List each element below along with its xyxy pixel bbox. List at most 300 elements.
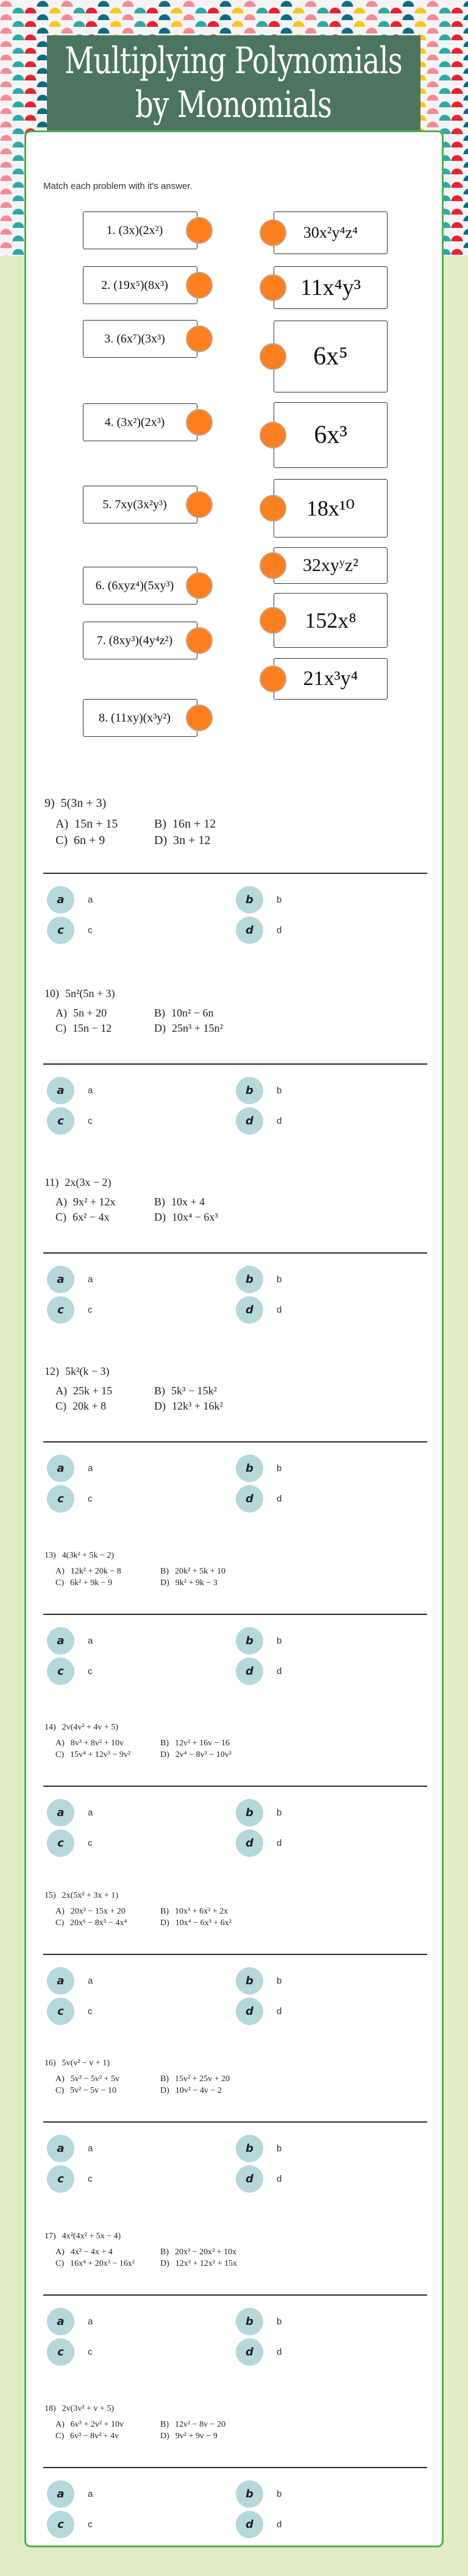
choice-bubble-c[interactable]: c — [47, 1485, 74, 1513]
choice-bubble-a[interactable]: a — [47, 1077, 74, 1104]
option-letter: A) — [55, 1906, 65, 1916]
choice-label-c: c — [88, 2347, 93, 2357]
choice-bubble-b[interactable]: b — [236, 2308, 263, 2335]
answer-choice-a[interactable] — [47, 1077, 93, 1104]
choice-label-c: c — [88, 1305, 93, 1315]
choice-label-d: d — [277, 925, 282, 935]
match-connector-left-6[interactable] — [186, 572, 213, 599]
option-letter: D) — [160, 2431, 169, 2441]
choice-bubble-c[interactable]: c — [47, 1296, 74, 1324]
match-connector-right-1[interactable] — [260, 219, 286, 246]
answer-choice-a[interactable] — [47, 1455, 93, 1482]
choice-bubble-b[interactable]: b — [236, 1077, 263, 1104]
option-value: 10x⁴ − 6x³ — [172, 1210, 218, 1223]
answer-choice-c[interactable] — [47, 1658, 93, 1685]
match-problem-label: 6. (6xyz⁴)(5xy³) — [95, 578, 174, 592]
choice-label-a: a — [88, 1085, 93, 1096]
option-letter: D) — [160, 1750, 169, 1759]
match-connector-right-2[interactable] — [260, 274, 286, 301]
option-letter: A) — [55, 817, 69, 831]
option-letter: D) — [154, 834, 168, 847]
match-connector-left-7[interactable] — [186, 627, 213, 654]
option-letter: B) — [160, 2074, 169, 2084]
match-answer-3[interactable] — [274, 321, 388, 392]
match-answer-label: 30x²y⁴z⁴ — [303, 224, 358, 241]
question-prompt — [44, 1176, 111, 1189]
question-option-a — [55, 1739, 124, 1748]
question-option-b — [154, 1196, 205, 1208]
choice-label-d: d — [277, 2174, 282, 2184]
answer-choice-c[interactable] — [47, 1296, 93, 1324]
answer-choice-b[interactable] — [236, 2480, 282, 2508]
option-value: 10n² − 6n — [171, 1006, 214, 1019]
question-option-d — [154, 1211, 218, 1224]
answer-choice-c[interactable] — [47, 1107, 93, 1135]
choice-bubble-d[interactable]: d — [236, 1658, 263, 1685]
answer-choice-b[interactable] — [236, 2308, 282, 2335]
choice-bubble-d[interactable]: d — [236, 1829, 263, 1857]
option-value: 25k + 15 — [73, 1384, 113, 1397]
question-prompt — [44, 2404, 114, 2414]
option-letter: B) — [160, 1566, 169, 1576]
match-answer-label: 18x¹⁰ — [306, 496, 355, 520]
question-option-d — [154, 1022, 223, 1035]
question-option-b — [160, 1567, 225, 1577]
option-value: 5v² − 5v − 10 — [70, 2085, 116, 2095]
question-expression: 2v(3v² + v + 5) — [62, 2404, 114, 2413]
choice-label-d: d — [277, 1305, 282, 1315]
choice-label-b: b — [277, 1636, 282, 1646]
option-value: 5k³ − 15k² — [171, 1384, 217, 1397]
choice-label-c: c — [88, 1494, 93, 1504]
answer-choice-a[interactable] — [47, 2135, 93, 2162]
choice-bubble-d[interactable]: d — [236, 2338, 263, 2366]
option-letter: D) — [154, 1399, 166, 1412]
question-option-b — [154, 817, 216, 831]
question-expression: 2v(4v² + 4v + 5) — [62, 1723, 118, 1732]
question-expression: 5n²(5n + 3) — [65, 987, 115, 999]
choice-label-d: d — [277, 2006, 282, 2017]
choice-label-a: a — [88, 2489, 93, 2499]
option-letter: A) — [55, 1384, 67, 1397]
option-letter: C) — [55, 834, 68, 847]
question-option-c — [55, 1578, 112, 1588]
choice-label-c: c — [88, 1838, 93, 1848]
choice-label-c: c — [88, 1116, 93, 1126]
match-problem-3[interactable] — [83, 320, 197, 358]
answer-choice-d[interactable] — [236, 2511, 282, 2538]
choice-bubble-b[interactable]: b — [236, 2135, 263, 2162]
question-option-a — [55, 817, 118, 831]
question-divider — [43, 1614, 427, 1615]
answer-choice-b[interactable] — [236, 1627, 282, 1655]
choice-label-a: a — [88, 1274, 93, 1285]
option-value: 6k² + 9k − 9 — [70, 1578, 112, 1588]
option-value: 6v³ + 2v² + 10v — [70, 2419, 124, 2429]
answer-choice-d[interactable] — [236, 1107, 282, 1135]
option-letter: D) — [154, 1021, 166, 1034]
choice-label-b: b — [277, 2143, 282, 2154]
answer-choice-b[interactable] — [236, 1266, 282, 1293]
answer-choice-d[interactable] — [236, 917, 282, 944]
choice-label-a: a — [88, 1636, 93, 1646]
choice-bubble-c[interactable]: c — [47, 2338, 74, 2366]
question-divider — [43, 2121, 427, 2123]
answer-choice-d[interactable] — [236, 2338, 282, 2366]
question-option-d — [160, 1578, 218, 1588]
option-value: 15n − 12 — [73, 1021, 112, 1034]
choice-bubble-c[interactable]: c — [47, 2511, 74, 2538]
answer-choice-d[interactable] — [236, 1658, 282, 1685]
choice-label-c: c — [88, 2519, 93, 2530]
option-value: 12k² + 20k − 8 — [70, 1566, 121, 1576]
option-letter: D) — [160, 1578, 169, 1588]
answer-choice-a[interactable] — [47, 2480, 93, 2508]
option-letter: A) — [55, 2074, 65, 2084]
question-expression: 4x²(4x² + 5x − 4) — [62, 2232, 121, 2241]
match-connector-left-8[interactable] — [186, 704, 213, 731]
match-problem-4[interactable] — [83, 403, 197, 441]
option-letter: A) — [55, 1006, 67, 1019]
option-value: 6v³ − 8v² + 4v — [70, 2431, 119, 2441]
answer-choice-b[interactable] — [236, 886, 282, 914]
match-problem-label: 4. (3x²)(2x³) — [104, 415, 165, 429]
worksheet-card — [24, 130, 444, 2547]
question-option-b — [154, 1385, 217, 1397]
choice-label-c: c — [88, 1666, 93, 1677]
option-letter: B) — [160, 2419, 169, 2429]
choice-label-b: b — [277, 1976, 282, 1986]
match-problem-7[interactable] — [83, 622, 197, 659]
option-value: 16x⁴ + 20x³ − 16x² — [70, 2258, 135, 2268]
answer-choice-a[interactable] — [47, 1799, 93, 1826]
question-option-b — [154, 1007, 214, 1020]
option-value: 25n³ + 15n² — [172, 1021, 223, 1034]
choice-label-d: d — [277, 2519, 282, 2530]
answer-choice-b[interactable] — [236, 1967, 282, 1995]
choice-bubble-b[interactable]: b — [236, 1627, 263, 1655]
answer-choice-c[interactable] — [47, 2165, 93, 2193]
choice-label-c: c — [88, 2174, 93, 2184]
choice-bubble-a[interactable]: a — [47, 2480, 74, 2508]
question-number: 16) — [44, 2059, 56, 2068]
option-value: 20k² + 5k + 10 — [175, 1566, 225, 1576]
match-problem-1[interactable] — [83, 211, 197, 249]
option-letter: C) — [55, 1021, 66, 1034]
match-answer-label: 6x³ — [314, 421, 347, 449]
question-number: 14) — [44, 1723, 56, 1732]
choice-bubble-c[interactable]: c — [47, 1107, 74, 1135]
matching-instructions: Match each problem with it's answer. — [43, 181, 193, 191]
choice-bubble-b[interactable]: b — [236, 2480, 263, 2508]
question-divider — [43, 2294, 427, 2296]
choice-bubble-b[interactable]: b — [236, 1266, 263, 1293]
choice-label-b: b — [277, 1463, 282, 1474]
question-option-c — [55, 1400, 106, 1413]
choice-label-b: b — [277, 1085, 282, 1096]
choice-label-a: a — [88, 2316, 93, 2327]
choice-label-d: d — [277, 1494, 282, 1504]
match-answer-2[interactable] — [274, 266, 388, 309]
match-answer-6[interactable] — [274, 547, 388, 584]
question-option-d — [160, 1750, 232, 1760]
match-answer-1[interactable] — [274, 211, 388, 254]
option-letter: B) — [154, 1006, 165, 1019]
match-connector-left-4[interactable] — [186, 409, 213, 436]
match-connector-right-3[interactable] — [260, 343, 286, 370]
choice-label-a: a — [88, 1808, 93, 1818]
match-problem-5[interactable] — [83, 486, 197, 523]
option-letter: C) — [55, 1399, 66, 1412]
choice-bubble-d[interactable]: d — [236, 1296, 263, 1324]
choice-label-c: c — [88, 2006, 93, 2017]
choice-bubble-a[interactable]: a — [47, 1967, 74, 1995]
question-option-b — [160, 2248, 236, 2257]
choice-bubble-b[interactable]: b — [236, 1967, 263, 1995]
match-answer-label: 32xyʸz² — [302, 555, 359, 575]
question-option-d — [160, 1918, 232, 1928]
answer-choice-c[interactable] — [47, 1829, 93, 1857]
answer-choice-a[interactable] — [47, 1627, 93, 1655]
answer-choice-a[interactable] — [47, 1266, 93, 1293]
choice-bubble-d[interactable]: d — [236, 1998, 263, 2025]
match-connector-left-3[interactable] — [186, 325, 213, 352]
question-option-d — [160, 2432, 218, 2441]
option-value: 20x³ − 20x² + 10x — [175, 2247, 237, 2257]
match-connector-right-7[interactable] — [260, 607, 286, 634]
question-number: 18) — [44, 2404, 56, 2413]
choice-label-a: a — [88, 1463, 93, 1474]
choice-bubble-c[interactable]: c — [47, 917, 74, 944]
answer-choice-c[interactable] — [47, 2511, 93, 2538]
choice-bubble-d[interactable]: d — [236, 2165, 263, 2193]
option-letter: C) — [55, 1578, 64, 1588]
match-problem-6[interactable] — [83, 567, 197, 605]
answer-choice-a[interactable] — [47, 886, 93, 914]
choice-label-a: a — [88, 895, 93, 905]
choice-bubble-c[interactable]: c — [47, 1829, 74, 1857]
question-divider — [43, 1786, 427, 1787]
choice-bubble-a[interactable]: a — [47, 1627, 74, 1655]
choice-label-b: b — [277, 1274, 282, 1285]
match-connector-right-6[interactable] — [260, 552, 286, 579]
answer-choice-d[interactable] — [236, 1485, 282, 1513]
question-number: 17) — [44, 2232, 56, 2241]
choice-label-b: b — [277, 2316, 282, 2327]
answer-choice-d[interactable] — [236, 1998, 282, 2025]
choice-label-d: d — [277, 1116, 282, 1126]
question-expression: 2x(5x² + 3x + 1) — [62, 1891, 118, 1900]
option-value: 20x² − 15x + 20 — [70, 1906, 126, 1916]
match-problem-2[interactable] — [83, 266, 197, 304]
page-title: Multiplying Polynomials by Monomials — [65, 40, 402, 126]
choice-bubble-b[interactable]: b — [236, 1455, 263, 1482]
option-value: 4x² − 4x + 4 — [70, 2247, 113, 2257]
question-option-c — [55, 2259, 135, 2269]
choice-label-d: d — [277, 2347, 282, 2357]
question-option-d — [160, 2259, 237, 2269]
match-problem-label: 2. (19x⁵)(8x³) — [101, 278, 168, 292]
question-number: 9) — [44, 797, 55, 810]
choice-label-d: d — [277, 1838, 282, 1848]
match-problem-label: 3. (6x⁷)(3x³) — [104, 332, 165, 346]
match-answer-label: 152x⁸ — [305, 608, 356, 633]
option-value: 15n + 15 — [74, 817, 118, 831]
choice-bubble-a[interactable]: a — [47, 2308, 74, 2335]
question-option-a — [55, 2074, 119, 2084]
question-option-a — [55, 2420, 124, 2430]
option-value: 12v² − 8v − 20 — [175, 2419, 225, 2429]
option-value: 3n + 12 — [173, 834, 211, 847]
match-connector-right-4[interactable] — [260, 422, 286, 449]
option-letter: A) — [55, 2419, 65, 2429]
question-prompt — [44, 797, 106, 811]
question-prompt — [44, 987, 115, 1000]
option-letter: B) — [154, 1195, 165, 1208]
choice-bubble-b[interactable]: b — [236, 886, 263, 914]
choice-bubble-a[interactable]: a — [47, 1266, 74, 1293]
choice-bubble-a[interactable]: a — [47, 2135, 74, 2162]
option-letter: B) — [154, 1384, 165, 1397]
choice-bubble-a[interactable]: a — [47, 1799, 74, 1826]
question-expression: 4(3k² + 5k − 2) — [62, 1551, 114, 1560]
match-connector-right-8[interactable] — [260, 665, 286, 692]
question-option-a — [55, 1196, 116, 1208]
option-value: 9x² + 12x — [73, 1195, 116, 1208]
question-expression: 5v(v² − v + 1) — [62, 2059, 110, 2068]
choice-bubble-c[interactable]: c — [47, 2165, 74, 2193]
option-letter: B) — [160, 2247, 169, 2257]
option-letter: B) — [154, 817, 166, 831]
choice-bubble-d[interactable]: d — [236, 1485, 263, 1513]
option-value: 5v³ − 5v² + 5v — [70, 2074, 119, 2084]
option-value: 9k² + 9k − 3 — [175, 1578, 218, 1588]
answer-choice-a[interactable] — [47, 1967, 93, 1995]
question-divider — [43, 1252, 427, 1254]
match-answer-8[interactable] — [274, 658, 388, 700]
match-connector-left-5[interactable] — [186, 491, 213, 518]
option-value: 15v² + 25v + 20 — [175, 2074, 230, 2084]
option-value: 12k³ + 16k² — [172, 1399, 223, 1412]
choice-bubble-c[interactable]: c — [47, 1998, 74, 2025]
choice-bubble-a[interactable]: a — [47, 1455, 74, 1482]
match-answer-5[interactable] — [274, 479, 388, 538]
choice-label-a: a — [88, 2143, 93, 2154]
option-letter: C) — [55, 2258, 64, 2268]
match-problem-label: 1. (3x)(2x²) — [106, 223, 163, 237]
question-option-c — [55, 1918, 127, 1928]
answer-choice-c[interactable] — [47, 1485, 93, 1513]
choice-bubble-a[interactable]: a — [47, 886, 74, 914]
option-value: 20x⁶ − 8x⁵ − 4x⁴ — [70, 1918, 127, 1928]
choice-bubble-d[interactable]: d — [236, 2511, 263, 2538]
question-number: 12) — [44, 1365, 59, 1377]
match-answer-7[interactable] — [274, 593, 388, 648]
match-answer-label: 6x⁵ — [313, 342, 348, 371]
header-panel — [47, 35, 420, 139]
option-value: 6n + 9 — [74, 834, 105, 847]
answer-choice-c[interactable] — [47, 917, 93, 944]
choice-label-d: d — [277, 1666, 282, 1677]
answer-choice-a[interactable] — [47, 2308, 93, 2335]
question-option-c — [55, 834, 105, 848]
match-problem-8[interactable] — [83, 699, 197, 737]
option-value: 9v² + 9v − 9 — [175, 2431, 218, 2441]
match-problem-label: 7. (8xy³)(4y⁴z²) — [96, 633, 173, 647]
question-prompt — [44, 1723, 118, 1733]
match-answer-label: 11x⁴y³ — [300, 275, 361, 300]
match-answer-label: 21x³y⁴ — [303, 667, 358, 690]
question-prompt — [44, 1365, 110, 1378]
question-prompt — [44, 1891, 118, 1901]
answer-choice-b[interactable] — [236, 1799, 282, 1826]
answer-choice-d[interactable] — [236, 1296, 282, 1324]
option-letter: D) — [160, 2085, 169, 2095]
option-value: 16n + 12 — [172, 817, 216, 831]
question-expression: 2x(3x − 2) — [65, 1176, 112, 1188]
question-prompt — [44, 2059, 110, 2068]
option-letter: A) — [55, 1195, 67, 1208]
question-divider — [43, 1441, 427, 1442]
option-value: 12v² + 16v − 16 — [175, 1738, 230, 1748]
answer-choice-b[interactable] — [236, 1077, 282, 1104]
question-option-a — [55, 1385, 112, 1397]
option-letter: C) — [55, 2085, 64, 2095]
question-option-b — [160, 2074, 230, 2084]
question-option-a — [55, 1907, 126, 1917]
answer-choice-d[interactable] — [236, 1829, 282, 1857]
match-problem-label: 5. 7xy(3x²y³) — [102, 497, 167, 511]
option-letter: A) — [55, 2247, 65, 2257]
match-connector-left-1[interactable] — [186, 217, 213, 244]
option-value: 8v³ + 8v² + 10v — [70, 1738, 124, 1748]
question-option-a — [55, 1007, 107, 1020]
option-value: 12x³ + 12x² + 15x — [175, 2258, 237, 2268]
question-number: 15) — [44, 1891, 56, 1900]
option-letter: D) — [160, 2258, 169, 2268]
choice-bubble-b[interactable]: b — [236, 1799, 263, 1826]
choice-bubble-c[interactable]: c — [47, 1658, 74, 1685]
option-letter: C) — [55, 1210, 66, 1223]
answer-choice-b[interactable] — [236, 2135, 282, 2162]
option-letter: C) — [55, 1918, 64, 1928]
option-value: 10x⁴ − 6x³ + 6x² — [175, 1918, 232, 1928]
choice-bubble-d[interactable]: d — [236, 1107, 263, 1135]
option-value: 15v⁴ + 12v³ − 9v² — [70, 1750, 131, 1759]
match-connector-right-5[interactable] — [260, 495, 286, 522]
question-option-b — [160, 1907, 228, 1917]
question-option-c — [55, 2086, 116, 2096]
match-connector-left-2[interactable] — [186, 272, 213, 299]
question-divider — [43, 873, 427, 874]
option-letter: D) — [154, 1210, 166, 1223]
choice-bubble-d[interactable]: d — [236, 917, 263, 944]
answer-choice-b[interactable] — [236, 1455, 282, 1482]
option-letter: B) — [160, 1906, 169, 1916]
question-expression: 5k²(k − 3) — [65, 1365, 110, 1377]
option-letter: C) — [55, 2431, 64, 2441]
answer-choice-c[interactable] — [47, 1998, 93, 2025]
question-divider — [43, 1063, 427, 1065]
answer-choice-c[interactable] — [47, 2338, 93, 2366]
question-prompt — [44, 2232, 121, 2241]
question-option-b — [160, 1739, 230, 1748]
answer-choice-d[interactable] — [236, 2165, 282, 2193]
choice-label-c: c — [88, 925, 93, 935]
option-value: 5n + 20 — [73, 1006, 107, 1019]
match-answer-4[interactable] — [274, 402, 388, 468]
option-letter: A) — [55, 1738, 65, 1748]
